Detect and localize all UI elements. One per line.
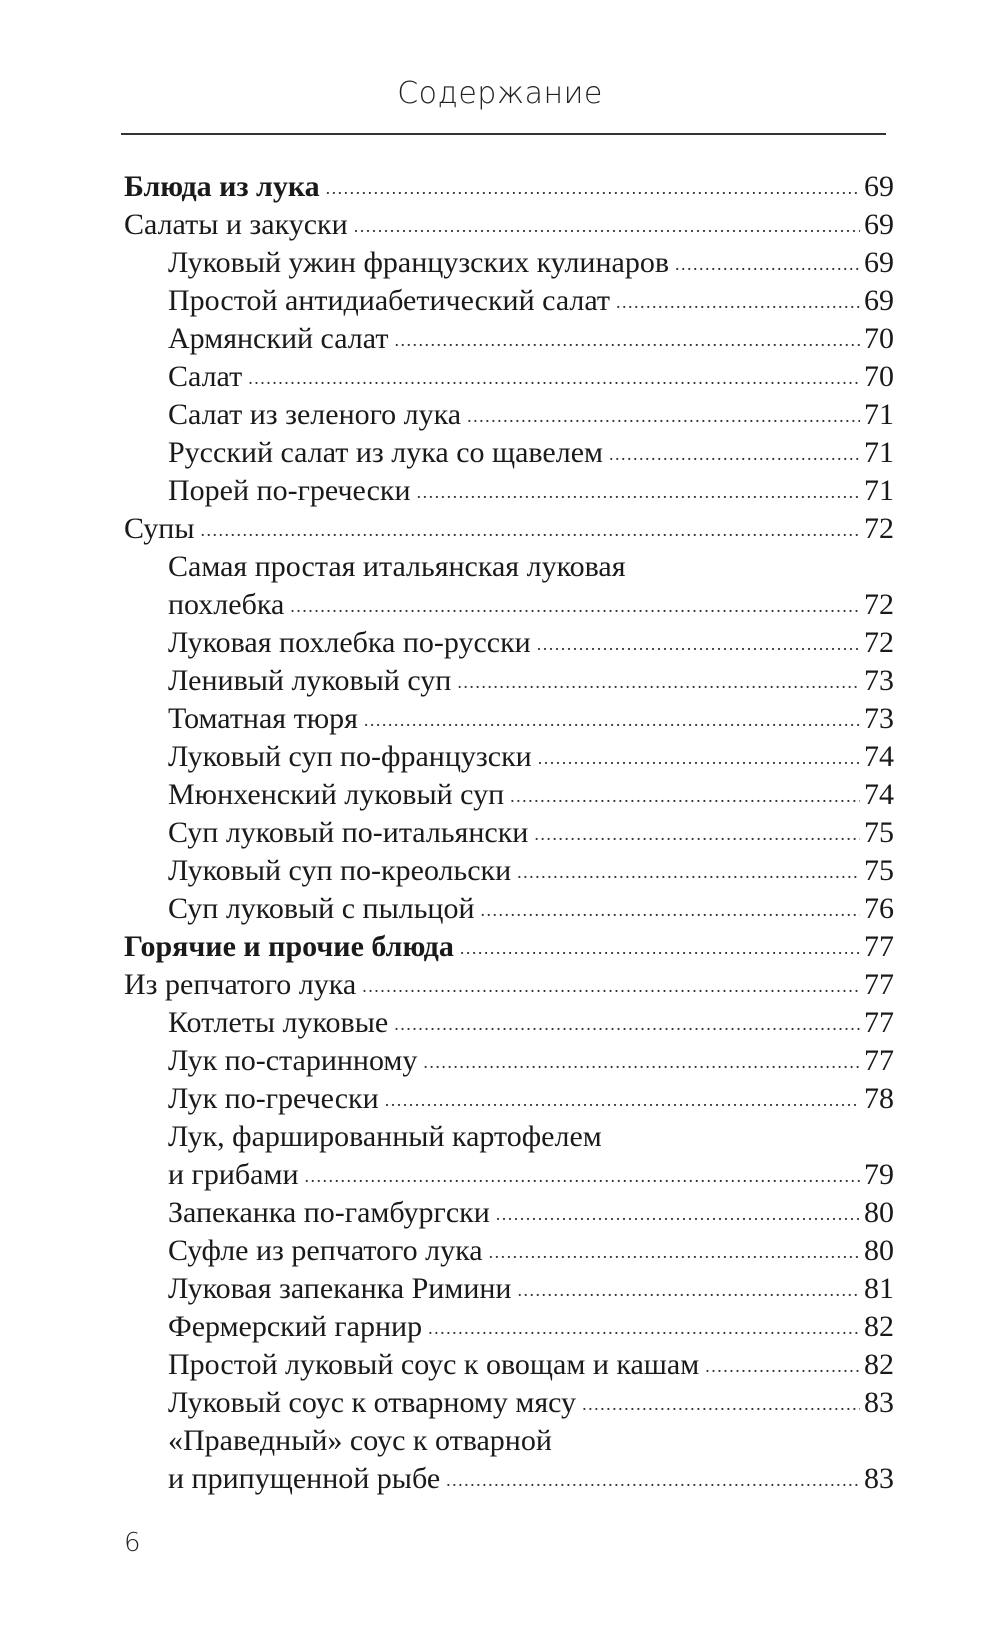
toc-entry-title: Салат из зеленого лука xyxy=(168,398,462,431)
dot-leader xyxy=(616,283,860,321)
toc-entry-title: Луковый соус к отварному мясу xyxy=(168,1386,577,1419)
toc-entry-title: Суп луковый с пыльцой xyxy=(168,892,475,925)
toc-entry-page: 69 xyxy=(864,284,894,317)
toc-entry-page: 80 xyxy=(864,1196,894,1229)
toc-entry xyxy=(0,396,1000,434)
dot-leader xyxy=(675,245,860,283)
dot-leader xyxy=(534,815,860,853)
toc-entry xyxy=(0,548,1000,624)
toc-entry-title: Супы xyxy=(124,512,195,545)
dot-leader xyxy=(362,967,860,1005)
dot-leader xyxy=(428,1309,860,1347)
toc-entry-page: 75 xyxy=(864,816,894,849)
toc-entry xyxy=(0,814,1000,852)
toc-entry-title: Суфле из репчатого лука xyxy=(168,1234,483,1267)
toc-entry-line xyxy=(124,928,894,969)
dot-leader xyxy=(364,701,860,739)
toc-entry xyxy=(0,206,1000,244)
toc-entry-title: Мюнхенский луковый суп xyxy=(168,778,505,811)
dot-leader xyxy=(248,359,860,397)
toc-entry-line xyxy=(168,396,894,437)
toc-entry-page: 72 xyxy=(864,626,894,659)
toc-entry-title: Лук по-гречески xyxy=(168,1082,379,1115)
toc-entry-title: похлебка xyxy=(168,588,285,621)
dot-leader xyxy=(538,739,860,777)
toc-entry-page: 83 xyxy=(864,1462,894,1495)
toc-entry-line xyxy=(124,206,894,247)
dot-leader xyxy=(705,1347,860,1385)
dot-leader xyxy=(354,207,860,245)
toc-entry xyxy=(0,852,1000,890)
toc-entry-title: Луковый суп по-французски xyxy=(168,740,532,773)
toc-entry xyxy=(0,510,1000,548)
dot-leader xyxy=(582,1385,860,1423)
dot-leader xyxy=(510,777,860,815)
toc-entry xyxy=(0,1422,1000,1498)
toc-entry-page: 79 xyxy=(864,1158,894,1191)
toc-entry-page: 74 xyxy=(864,740,894,773)
toc-entry xyxy=(0,1042,1000,1080)
toc-entry xyxy=(0,1232,1000,1270)
dot-leader xyxy=(305,1157,860,1195)
toc-entry-page: 77 xyxy=(864,1044,894,1077)
toc-entry-title: и грибами xyxy=(168,1158,299,1191)
toc-entry-line xyxy=(168,1384,894,1425)
toc-entry-title: Горячие и прочие блюда xyxy=(124,930,454,963)
toc-entry-line xyxy=(168,1460,894,1501)
toc-entry-line xyxy=(124,966,894,1007)
toc-entry-title: Армянский салат xyxy=(168,322,389,355)
toc-entry-title-line1: Самая простая итальянская луковая xyxy=(168,550,626,583)
dot-leader xyxy=(417,473,860,511)
toc-entry-title: Луковая запеканка Римини xyxy=(168,1272,512,1305)
toc-entry xyxy=(0,1384,1000,1422)
toc-entry xyxy=(0,1194,1000,1232)
toc-entry-page: 77 xyxy=(864,1006,894,1039)
toc-entry-line xyxy=(168,890,894,931)
toc-entry-title: Простой антидиабетический салат xyxy=(168,284,611,317)
dot-leader xyxy=(517,853,860,891)
toc-entry xyxy=(0,928,1000,966)
toc-entry-page: 81 xyxy=(864,1272,894,1305)
page-number: 6 xyxy=(124,1528,141,1558)
dot-leader xyxy=(518,1271,861,1309)
toc-entry xyxy=(0,1346,1000,1384)
toc-entry-page: 83 xyxy=(864,1386,894,1419)
toc-entry xyxy=(0,282,1000,320)
toc-entry-page: 72 xyxy=(864,588,894,621)
toc-entry-title-line1: Лук, фаршированный картофелем xyxy=(168,1120,602,1153)
toc-entry-title: Лук по-старинному xyxy=(168,1044,418,1077)
toc-entry-title: Луковый ужин французских кулинаров xyxy=(168,246,670,279)
toc-entry xyxy=(0,434,1000,472)
toc-entry-line xyxy=(168,358,894,399)
toc-entry xyxy=(0,890,1000,928)
toc-entry-title: Порей по-гречески xyxy=(168,474,411,507)
toc-entry-page: 72 xyxy=(864,512,894,545)
toc-entry-page: 82 xyxy=(864,1310,894,1343)
toc-entry xyxy=(0,472,1000,510)
toc-entry-page: 73 xyxy=(864,702,894,735)
toc-entry-line xyxy=(124,168,894,209)
toc-entry-page: 69 xyxy=(864,170,894,203)
toc-entry-line xyxy=(168,282,894,323)
toc-entry xyxy=(0,966,1000,1004)
toc-entry-line xyxy=(168,662,894,703)
dot-leader xyxy=(326,169,860,207)
toc-entry-page: 76 xyxy=(864,892,894,925)
dot-leader xyxy=(446,1461,860,1499)
toc-entry-page: 82 xyxy=(864,1348,894,1381)
page-title: Содержание xyxy=(397,76,603,111)
toc-entry-page: 73 xyxy=(864,664,894,697)
toc-entry-page: 71 xyxy=(864,398,894,431)
toc-entry-line xyxy=(168,244,894,285)
toc-entry-page: 70 xyxy=(864,322,894,355)
header-divider xyxy=(121,133,886,135)
toc-entry xyxy=(0,1080,1000,1118)
toc-entry-title: Запеканка по-гамбургски xyxy=(168,1196,490,1229)
toc-entry-title: Луковая похлебка по-русски xyxy=(168,626,531,659)
toc-entry-line xyxy=(168,472,894,513)
toc-entry xyxy=(0,358,1000,396)
toc-entry-title: Томатная тюря xyxy=(168,702,358,735)
toc-entry xyxy=(0,244,1000,282)
toc-entry-title: Котлеты луковые xyxy=(168,1006,389,1039)
toc-entry xyxy=(0,624,1000,662)
dot-leader xyxy=(385,1081,860,1119)
dot-leader xyxy=(481,891,860,929)
toc-entry-line xyxy=(124,510,894,551)
toc-entry xyxy=(0,1308,1000,1346)
toc-entry-page: 69 xyxy=(864,208,894,241)
toc-entry-line xyxy=(168,814,894,855)
toc-entry-page: 75 xyxy=(864,854,894,887)
toc-entry-page: 80 xyxy=(864,1234,894,1267)
toc-entry-title: Салат xyxy=(168,360,243,393)
toc-entry-line xyxy=(168,434,894,475)
dot-leader xyxy=(489,1233,860,1271)
dot-leader xyxy=(394,321,860,359)
toc-entry-line xyxy=(168,1004,894,1045)
toc-entry-line xyxy=(168,1232,894,1273)
toc-entry-title: Ленивый луковый суп xyxy=(168,664,452,697)
toc-entry-page: 77 xyxy=(864,930,894,963)
dot-leader xyxy=(290,587,860,625)
toc-entry-title: Луковый суп по-креольски xyxy=(168,854,512,887)
toc-entry xyxy=(0,776,1000,814)
toc-entry-page: 69 xyxy=(864,246,894,279)
toc-entry-line xyxy=(168,738,894,779)
toc-entry xyxy=(0,662,1000,700)
toc-entry-page: 71 xyxy=(864,436,894,469)
toc-entry-line xyxy=(168,1080,894,1121)
toc-entry-line xyxy=(168,852,894,893)
table-of-contents xyxy=(0,168,1000,1498)
toc-entry-line xyxy=(168,1308,894,1349)
toc-entry xyxy=(0,168,1000,206)
toc-entry-line xyxy=(168,1194,894,1235)
dot-leader xyxy=(496,1195,860,1233)
toc-entry-line xyxy=(168,1042,894,1083)
toc-entry xyxy=(0,738,1000,776)
toc-entry-line xyxy=(168,1156,894,1197)
toc-entry-title: Русский салат из лука со щавелем xyxy=(168,436,603,469)
toc-entry xyxy=(0,1004,1000,1042)
dot-leader xyxy=(394,1005,860,1043)
toc-entry-line xyxy=(168,700,894,741)
dot-leader xyxy=(200,511,860,549)
toc-entry-title: Из репчатого лука xyxy=(124,968,357,1001)
toc-entry-title-line1: «Праведный» соус к отварной xyxy=(168,1424,552,1457)
toc-entry-page: 78 xyxy=(864,1082,894,1115)
toc-entry-title: и припущенной рыбе xyxy=(168,1462,441,1495)
toc-entry-page: 71 xyxy=(864,474,894,507)
toc-entry-title: Салаты и закуски xyxy=(124,208,348,241)
toc-entry-page: 77 xyxy=(864,968,894,1001)
dot-leader xyxy=(537,625,860,663)
toc-entry-line xyxy=(168,1270,894,1311)
toc-entry-page: 74 xyxy=(864,778,894,811)
toc-entry-page: 70 xyxy=(864,360,894,393)
dot-leader xyxy=(467,397,860,435)
toc-entry-line xyxy=(168,586,894,627)
dot-leader xyxy=(609,435,860,473)
toc-entry xyxy=(0,1270,1000,1308)
dot-leader xyxy=(460,929,860,967)
toc-entry xyxy=(0,1118,1000,1194)
toc-entry-line xyxy=(168,624,894,665)
toc-entry xyxy=(0,700,1000,738)
toc-entry-title: Суп луковый по-итальянски xyxy=(168,816,529,849)
toc-entry-line xyxy=(168,1346,894,1387)
toc-entry-line xyxy=(168,320,894,361)
toc-entry-title: Простой луковый соус к овощам и кашам xyxy=(168,1348,700,1381)
toc-entry-title: Фермерский гарнир xyxy=(168,1310,423,1343)
toc-entry-title: Блюда из лука xyxy=(124,170,320,203)
dot-leader xyxy=(457,663,860,701)
toc-entry-line xyxy=(168,776,894,817)
toc-entry xyxy=(0,320,1000,358)
dot-leader xyxy=(423,1043,860,1081)
